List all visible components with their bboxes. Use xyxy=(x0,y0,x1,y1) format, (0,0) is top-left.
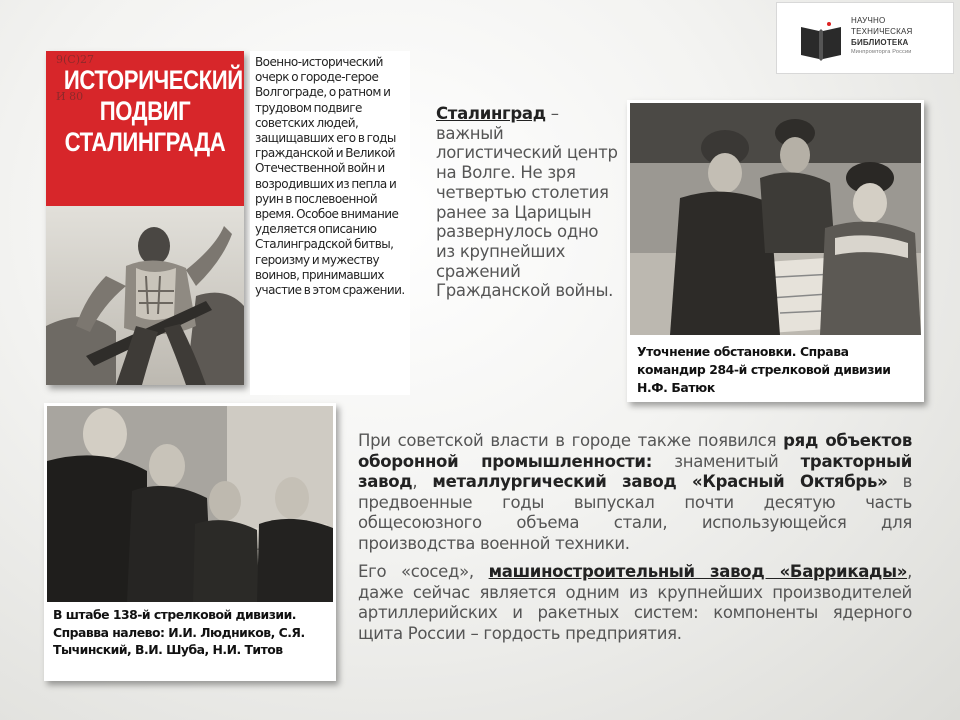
photo1-caption: Уточнение обстановки. Справа командир 284-й стрелковой дивизии Н.Ф. Батюк xyxy=(637,344,891,395)
p2-text-1: Его «сосед», xyxy=(358,562,489,581)
book-icon xyxy=(799,21,843,61)
photo-clarifying-situation xyxy=(627,100,924,402)
handwritten-code-1: 9(С)27 xyxy=(56,53,94,66)
book-title xyxy=(63,65,243,158)
p1-bold-defense-industry: ряд объектов оборонной промышленности: xyxy=(358,431,912,471)
book-title-line-1: ИСТОРИЧЕСКИЙ xyxy=(63,65,243,95)
book-cover-red-band xyxy=(46,51,244,206)
logo-text xyxy=(851,15,913,57)
p1-text-2: знаменитый xyxy=(652,451,801,471)
headquarters-officers-photo xyxy=(47,406,333,602)
logo-line-4: Минпромторга России xyxy=(851,49,912,55)
photo2-caption: В штабе 138-й стрелковой дивизии. Справва налево: И.И. Людников, С.Я. Тычинский, В.И. Шуба, Н.И. Титов xyxy=(53,607,305,657)
book-cover xyxy=(46,51,244,385)
book-description: Военно-исторический очерк о городе-герое Волгограде, о ратном и трудовом подвиге советских людей, защищавших его в годы гражданской и Великой Отечественной войн и возродивших из пепла и руин в послевоенной время. Особое внимание уделяется описанию Сталинградской битвы, героизму и мужеству воинов, принимавших участие в этом сражении. xyxy=(255,55,405,298)
stalingrad-term: Сталинград xyxy=(436,104,546,123)
logo-line-2: ТЕХНИЧЕСКАЯ xyxy=(851,27,913,36)
p1-text-4: в предвоенные годы выпускал почти десятую часть общесоюзного объема стали, использующейся для производства военной техники. xyxy=(358,472,912,553)
logo-line-1: НАУЧНО xyxy=(851,16,886,25)
book-description-box xyxy=(250,51,410,395)
p1-text-1: При советской власти в городе также появился xyxy=(358,431,784,450)
p1-bold-red-october-plant: металлургический завод «Красный Октябрь» xyxy=(432,472,888,491)
stalingrad-text: – важный логистический центр на Волге. Не зря четвертью столетия ранее за Царицын развернулось одно из крупнейших сражений Гражданской войны. xyxy=(436,104,618,301)
stalingrad-paragraph xyxy=(436,104,622,301)
book-title-line-3: СТАЛИНГРАДА xyxy=(64,127,226,157)
officers-map-photo xyxy=(630,103,921,335)
library-logo xyxy=(776,2,954,74)
p2-barricades-plant: машиностроительный завод «Баррикады» xyxy=(488,562,908,581)
barricades-paragraph xyxy=(358,562,912,644)
handwritten-code-2: И 80 xyxy=(56,90,84,103)
main-text xyxy=(358,431,912,652)
photo-division-headquarters xyxy=(44,403,336,681)
book-title-line-2: ПОДВИГ xyxy=(99,96,191,126)
p2-text-2: , даже сейчас является одним из крупнейших производителей артиллерийских и ракетных систем: компоненты ядерного щита России – гордость предприятия. xyxy=(358,562,913,643)
logo-line-3: БИБЛИОТЕКА xyxy=(851,38,909,47)
p1-bold-tractor-plant: тракторный завод xyxy=(358,451,912,491)
industry-paragraph xyxy=(358,431,912,554)
p1-text-3: , xyxy=(412,472,433,491)
monument-statue-image xyxy=(46,206,244,385)
